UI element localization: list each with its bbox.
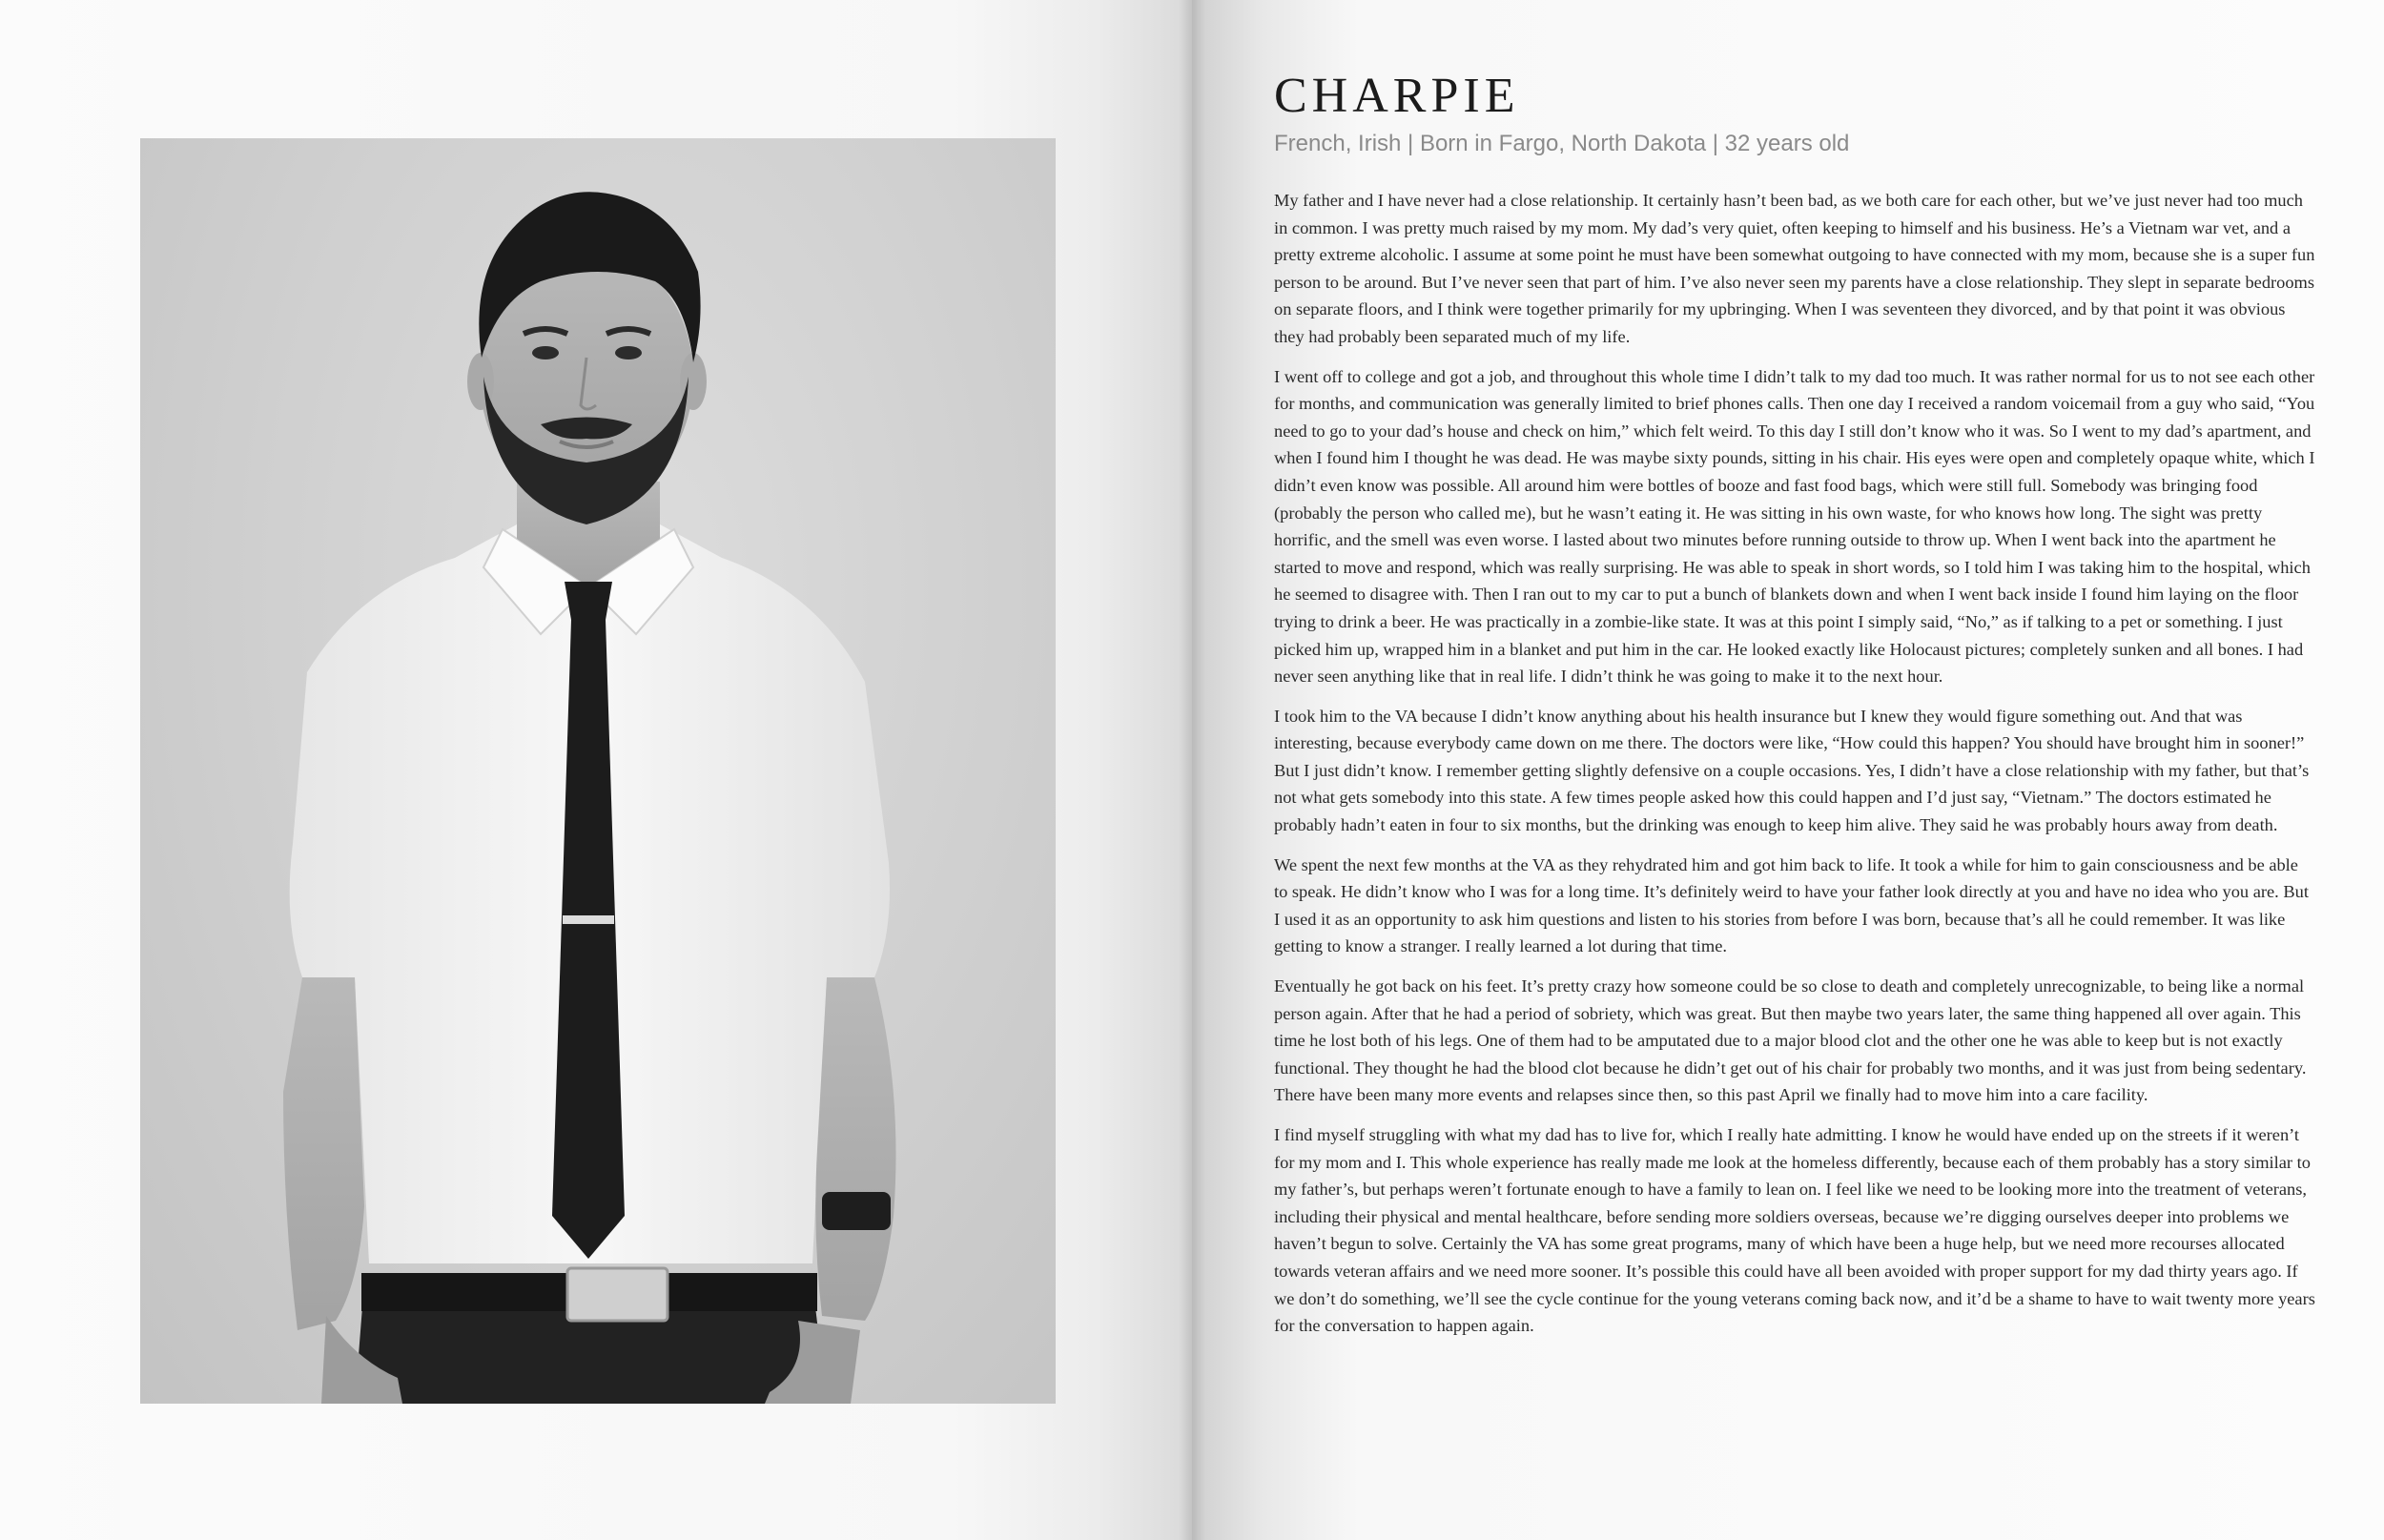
profile-name: CHARPIE <box>1274 69 1520 123</box>
portrait-illustration <box>140 138 1056 1404</box>
story-content <box>1274 67 2315 1352</box>
story-body <box>1274 187 2315 1340</box>
story-paragraph: I went off to college and got a job, and throughout this whole time I didn’t talk to my dad too much. It was rather normal for us to not see each other for months, and communication was generally limited to brief phones calls. Then one day I received a random voicemail from a guy who said, “You need to go to your dad’s house and check on him,” which felt weird. To this day I still don’t know who it was. So I went to my dad’s apartment, and when I found him I thought he was dead. He was maybe sixty pounds, sitting in his chair. His eyes were open and completely opaque white, which I didn’t even know was possible. All around him were bottles of booze and fast food bags, which were still full. Somebody was bringing food (probably the person who called me), but he wasn’t eating it. He was sitting in his own waste, for who knows how long. The sight was pretty horrific, and the smell was even worse. I lasted about two minutes before running outside to throw up. When I went back into the apartment he started to move and respond, which was really surprising. He was able to speak in short words, so I told him I was taking him to the hospital, which he seemed to disagree with. Then I ran out to my car to put a bunch of blankets down and when I went back inside I found him laying on the floor trying to drink a beer. He was practically in a zombie-like state. It was at this point I simply said, “No,” as if talking to a pet or something. I just picked him up, wrapped him in a blanket and put him in the car. He looked exactly like Holocaust pictures; completely sunken and all bones. I had never seen anything like that in real life. I didn’t think he was going to make it to the next hour. <box>1274 366 2315 687</box>
story-paragraph: Eventually he got back on his feet. It’s pretty crazy how someone could be so close to death and completely unrecognizable, to being like a normal person again. After that he had a period of sobriety, which was great. But then maybe two years later, the same thing happened all over again. This time he lost both of his legs. One of them had to be amputated due to a major blood clot and the other one he was able to keep but is not exactly functional. They thought he had the blood clot because he didn’t get out of his chair for probably two months, and it was just from being sedentary. There have been many more events and relapses since then, so this past April we finally had to move him into a care facility. <box>1274 976 2307 1105</box>
story-paragraph: My father and I have never had a close relationship. It certainly hasn’t been bad, as we both care for each other, but we’ve just never had too much in common. I was pretty much raised by my mom. My dad’s very quiet, often keeping to himself and his business. He’s a Vietnam war vet, and a pretty extreme alcoholic. I assume at some point he must have been somewhat outgoing to have connected with my mom, because she is a super fun person to be around. But I’ve never seen that part of him. I’ve also never seen my parents have a close relationship. They slept in separate bedrooms on separate floors, and I think were together primarily for my upbringing. When I was seventeen they divorced, and by that point it was obvious they had probably been separated much of my life. <box>1274 191 2315 346</box>
book-gutter <box>1179 0 1205 1540</box>
portrait-photo <box>140 138 1056 1404</box>
story-paragraph: We spent the next few months at the VA as they rehydrated him and got him back to life. It took a while for him to gain consciousness and be able to speak. He didn’t know who I was for a long time. It’s definitely weird to have your father look directly at you and have no idea who you are. But I used it as an opportunity to ask him questions and listen to his stories from before I was born, because that’s all he could remember. It was like getting to know a stranger. I really learned a lot during that time. <box>1274 854 2309 956</box>
profile-subtitle: French, Irish | Born in Fargo, North Dakota | 32 years old <box>1274 131 1850 156</box>
story-paragraph: I find myself struggling with what my dad has to live for, which I really hate admitting. I know he would have ended up on the streets if it weren’t for my mom and I. This whole experience has really made me look at the homeless differently, because each of them probably has a story similar to my father’s, but perhaps weren’t fortunate enough to have a family to lean on. I feel like we need to be looking more into the treatment of veterans, including their physical and mental healthcare, before sending more soldiers overseas, because we’re digging ourselves deeper into problems we haven’t begun to solve. Certainly the VA has some great programs, many of which have been a huge help, but we need more recourses allocated towards veteran affairs and we need more sooner. It’s possible this could have all been avoided with proper support for my dad thirty years ago. If we don’t do something, we’ll see the cycle continue for the young veterans coming back now, and it’d be a shame to have to wait twenty more years for the conversation to happen again. <box>1274 1125 2315 1336</box>
story-paragraph: I took him to the VA because I didn’t know anything about his health insurance but I knew they would figure something out. And that was interesting, because everybody came down on me there. The doctors were like, “How could this happen? You should have brought him in sooner!” But I just didn’t know. I remember getting slightly defensive on a couple occasions. Yes, I didn’t have a close relationship with my father, but that’s not what gets somebody into this state. A few times people asked how this could happen and I’d just say, “Vietnam.” The doctors estimated he probably hadn’t eaten in four to six months, but the drinking was enough to keep him alive. They said he was probably hours away from death. <box>1274 706 2310 835</box>
